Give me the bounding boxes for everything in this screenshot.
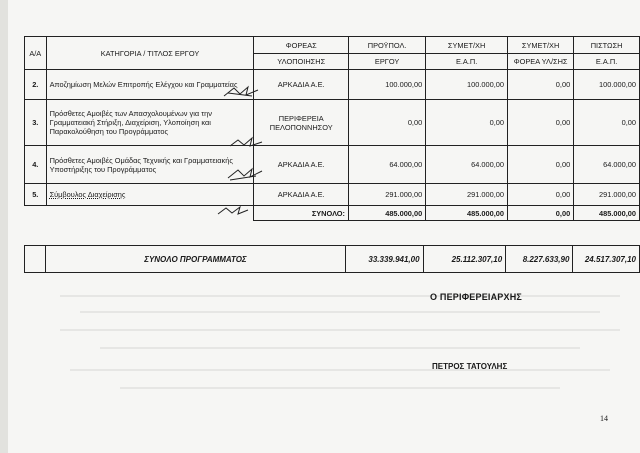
page-edge <box>0 0 8 453</box>
row-credit: 291.000,00 <box>574 184 640 206</box>
program-total-budget: 33.339.941,00 <box>345 246 423 273</box>
row-cofund-eap: 291.000,00 <box>426 184 508 206</box>
row-budget: 64.000,00 <box>349 146 426 184</box>
header-category: ΚΑΤΗΓΟΡΙΑ / ΤΙΤΛΟΣ ΕΡΓΟΥ <box>46 37 254 70</box>
header-credit-line1: ΠΙΣΤΩΣΗ <box>574 37 640 54</box>
row-cofund-agency: 0,00 <box>508 146 574 184</box>
table-row <box>25 146 640 184</box>
header-budget-line2: ΕΡΓΟΥ <box>349 54 426 70</box>
row-cofund-eap: 100.000,00 <box>426 70 508 100</box>
initials-signature <box>228 136 264 150</box>
row-budget: 100.000,00 <box>349 70 426 100</box>
program-total-table <box>24 245 640 273</box>
total-cofund-eap: 485.000,00 <box>426 206 508 221</box>
signatory-title: Ο ΠΕΡΙΦΕΡΕΙΑΡΧΗΣ <box>430 292 523 302</box>
program-total-label: ΣΥΝΟΛΟ ΠΡΟΓΡΑΜΜΑΤΟΣ <box>46 246 345 273</box>
budget-table <box>24 36 640 221</box>
program-total-row <box>25 246 640 273</box>
page-number: 14 <box>600 414 608 423</box>
program-total-cofund-agency: 8.227.633,90 <box>506 246 573 273</box>
row-agency: ΠΕΡΙΦΕΡΕΙΑ ΠΕΛΟΠΟΝΝΗΣΟΥ <box>254 100 349 146</box>
header-agency-line2: ΥΛΟΠΟΙΗΣΗΣ <box>254 54 349 70</box>
row-number: 2. <box>25 70 47 100</box>
header-cofund-agency-line1: ΣΥΜΕΤ/ΧΗ <box>508 37 574 54</box>
row-cofund-eap: 0,00 <box>426 100 508 146</box>
row-cofund-agency: 0,00 <box>508 70 574 100</box>
header-budget-line1: ΠΡΟΫΠΟΛ. <box>349 37 426 54</box>
total-credit: 485.000,00 <box>574 206 640 221</box>
row-title: Πρόσθετες Αμοιβές των Απασχολουμένων για την Γραμματειακή Στήριξη, Διαχείριση, Υλοποίηση και Παρακολούθηση του Προγράμματος <box>46 100 254 146</box>
table-row <box>25 100 640 146</box>
row-credit: 64.000,00 <box>574 146 640 184</box>
table-row <box>25 184 640 206</box>
row-cofund-agency: 0,00 <box>508 184 574 206</box>
row-budget: 291.000,00 <box>349 184 426 206</box>
total-label: ΣΥΝΟΛΟ: <box>254 206 349 221</box>
header-aa: Α/Α <box>25 37 47 70</box>
row-budget: 0,00 <box>349 100 426 146</box>
header-cofund-eap-line1: ΣΥΜΕΤ/ΧΗ <box>426 37 508 54</box>
program-total-credit: 24.517.307,10 <box>573 246 640 273</box>
show-through-lines <box>60 290 620 400</box>
row-number: 5. <box>25 184 47 206</box>
total-row <box>25 206 640 221</box>
row-credit: 0,00 <box>574 100 640 146</box>
header-agency-line1: ΦΟΡΕΑΣ <box>254 37 349 54</box>
total-cofund-agency: 0,00 <box>508 206 574 221</box>
header-credit-line2: Ε.Α.Π. <box>574 54 640 70</box>
row-title: Σύμβουλος Διαχείρισης <box>46 184 254 206</box>
row-agency: ΑΡΚΑΔΙΑ Α.Ε. <box>254 184 349 206</box>
row-cofund-eap: 64.000,00 <box>426 146 508 184</box>
initials-signature <box>222 84 262 100</box>
program-total-cofund-eap: 25.112.307,10 <box>423 246 506 273</box>
initials-signature <box>216 205 250 217</box>
row-number: 4. <box>25 146 47 184</box>
total-budget: 485.000,00 <box>349 206 426 221</box>
initials-signature <box>226 166 266 182</box>
row-agency: ΑΡΚΑΔΙΑ Α.Ε. <box>254 146 349 184</box>
signatory-name: ΠΕΤΡΟΣ ΤΑΤΟΥΛΗΣ <box>432 362 508 371</box>
row-title: Πρόσθετες Αμοιβές Ομάδας Τεχνικής και Γραμματειακής Υποστήριξης του Προγράμματος <box>46 146 254 184</box>
header-cofund-agency-line2: ΦΟΡΕΑ ΥΛ/ΣΗΣ <box>508 54 574 70</box>
table-row <box>25 70 640 100</box>
row-title: Αποζημίωση Μελών Επιτροπής Ελέγχου και Γραμματείας <box>46 70 254 100</box>
row-agency: ΑΡΚΑΔΙΑ Α.Ε. <box>254 70 349 100</box>
header-cofund-eap-line2: Ε.Α.Π. <box>426 54 508 70</box>
row-number: 3. <box>25 100 47 146</box>
row-cofund-agency: 0,00 <box>508 100 574 146</box>
row-credit: 100.000,00 <box>574 70 640 100</box>
